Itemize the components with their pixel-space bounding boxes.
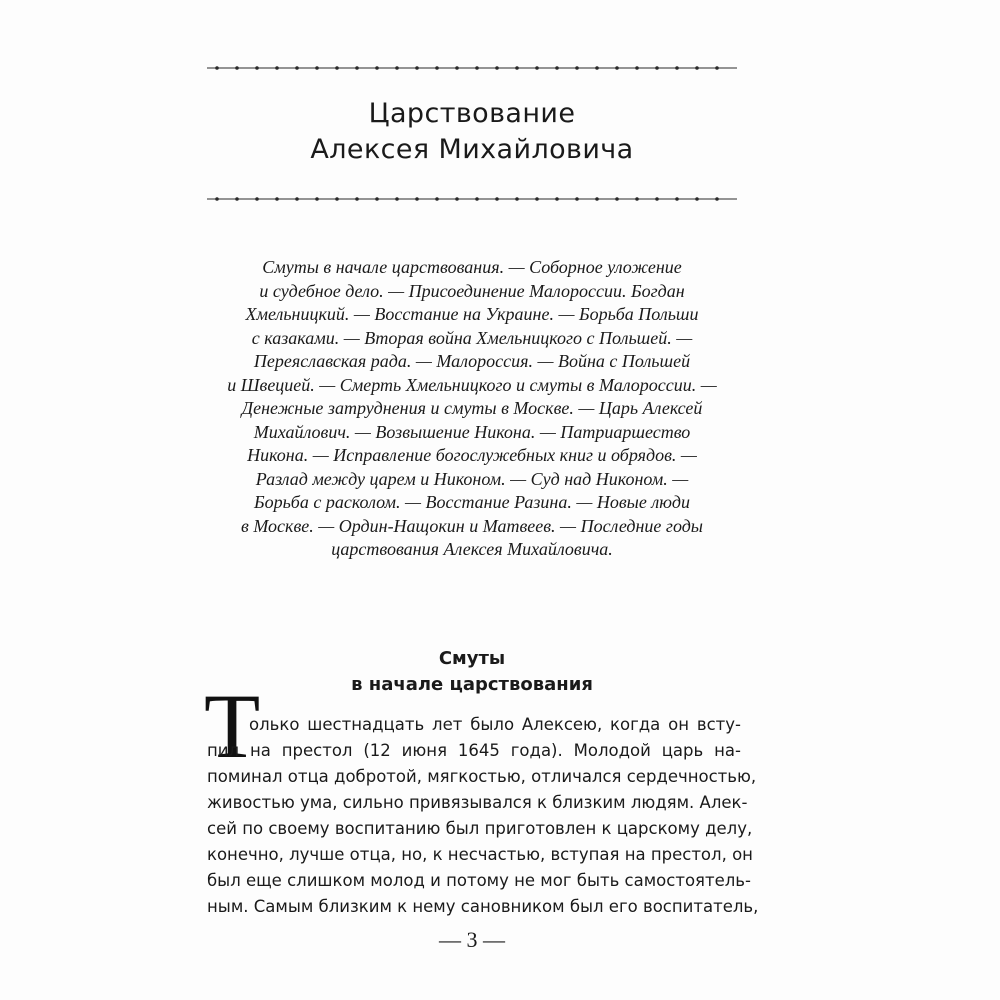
body-line: конечно, лучше отца, но, к несчастью, вступая на престол, он — [207, 845, 753, 864]
decorative-rule-top — [207, 64, 737, 72]
ornament-bead — [615, 197, 619, 201]
ornament-bead — [575, 66, 579, 70]
summary-line: Переяславская рада. — Малороссия. — Война с Польшей — [253, 351, 691, 371]
body-line: сей по своему воспитанию был приготовлен к царскому делу, — [207, 819, 753, 838]
ornament-bead — [715, 66, 719, 70]
page-number: — 3 — — [439, 927, 505, 952]
summary-line: царствования Алексея Михайловича. — [331, 539, 613, 559]
ornament-bead — [615, 66, 619, 70]
ornament-bead — [455, 197, 459, 201]
section-heading — [207, 646, 737, 698]
ornament-bead — [695, 66, 699, 70]
chapter-title-line-1: Царствование — [368, 98, 576, 129]
summary-line: Никона. — Исправление богослужебных книг и обрядов. — — [247, 445, 697, 465]
summary-line: Денежные затруднения и смуты в Москве. — Царь Алексей — [241, 398, 703, 418]
ornament-bead — [315, 197, 319, 201]
ornament-bead — [675, 66, 679, 70]
ornament-bead — [655, 197, 659, 201]
body-line: поминал отца добротой, мягкостью, отличался сердечностью, — [207, 767, 757, 786]
ornament-bead — [395, 66, 399, 70]
ornament-bead — [215, 197, 219, 201]
body-line: был еще слишком молод и потому не мог быть самостоятель- — [207, 871, 751, 890]
ornament-bead — [475, 66, 479, 70]
ornament-bead — [355, 197, 359, 201]
ornament-bead — [555, 197, 559, 201]
drop-cap: Т — [204, 675, 261, 777]
ornament-bead — [415, 66, 419, 70]
ornament-bead — [455, 66, 459, 70]
ornament-bead — [275, 197, 279, 201]
ornament-bead — [535, 66, 539, 70]
ornament-bead — [335, 66, 339, 70]
summary-line: Хмельницкий. — Восстание на Украине. — Борьба Польши — [245, 304, 699, 324]
summary-line: и Швецией. — Смерть Хмельницкого и смуты в Малороссии. — — [227, 374, 717, 395]
summary-line: Разлад между царем и Никоном. — Суд над Никоном. — — [255, 468, 689, 489]
body-line: ным. Самым близким к нему сановником был его воспитатель, — [207, 897, 759, 916]
chapter-title — [207, 96, 737, 168]
ornament-bead — [695, 197, 699, 201]
ornament-bead — [395, 197, 399, 201]
summary-line: и судебное дело. — Присоединение Малороссии. Богдан — [259, 280, 685, 301]
summary-line: с казаками. — Вторая война Хмельницкого с Польшей. — — [251, 327, 693, 348]
ornament-bead — [435, 66, 439, 70]
ornament-bead — [255, 66, 259, 70]
ornament-bead — [635, 66, 639, 70]
summary-line: Борьба с расколом. — Восстание Разина. — Новые люди — [253, 492, 691, 512]
ornament-bead — [715, 197, 719, 201]
chapter-summary — [207, 256, 737, 562]
ornament-bead — [215, 66, 219, 70]
ornament-bead — [255, 197, 259, 201]
ornament-bead — [275, 66, 279, 70]
ornament-bead — [355, 66, 359, 70]
chapter-title-line-2: Алексея Михайловича — [310, 134, 634, 165]
dotted-line-ornament-top — [207, 64, 737, 72]
ornament-bead — [655, 66, 659, 70]
ornament-bead — [295, 197, 299, 201]
ornament-bead — [595, 66, 599, 70]
ornament-bead — [595, 197, 599, 201]
body-line: живостью ума, сильно привязывался к близким людям. Алек- — [207, 793, 748, 812]
ornament-bead — [475, 197, 479, 201]
ornament-bead — [375, 197, 379, 201]
ornament-bead — [495, 197, 499, 201]
ornament-bead — [375, 66, 379, 70]
body-paragraph — [207, 712, 759, 920]
ornament-bead — [295, 66, 299, 70]
ornament-bead — [535, 197, 539, 201]
summary-line: в Москве. — Ордин-Нащокин и Матвеев. — Последние годы — [241, 515, 703, 536]
body-line: олько шестнадцать лет было Алексею, когда он всту- — [249, 715, 741, 734]
ornament-bead — [675, 197, 679, 201]
section-heading-line-2: в начале царствования — [351, 674, 593, 695]
ornament-bead — [235, 197, 239, 201]
ornament-bead — [235, 66, 239, 70]
summary-line: Смуты в начале царствования. — Соборное уложение — [262, 257, 682, 277]
ornament-bead — [435, 197, 439, 201]
ornament-bead — [515, 197, 519, 201]
ornament-bead — [415, 197, 419, 201]
ornament-bead — [575, 197, 579, 201]
section-heading-line-1: Смуты — [438, 648, 506, 669]
ornament-bead — [495, 66, 499, 70]
ornament-bead — [555, 66, 559, 70]
summary-line: Михайлович. — Возвышение Никона. — Патриаршество — [253, 421, 691, 442]
ornament-bead — [315, 66, 319, 70]
dotted-line-ornament-bottom — [207, 195, 737, 203]
ornament-bead — [515, 66, 519, 70]
ornament-bead — [635, 197, 639, 201]
ornament-bead — [335, 197, 339, 201]
body-line: пил на престол (12 июня 1645 года). Молодой царь на- — [207, 741, 741, 760]
decorative-rule-bottom — [207, 195, 737, 203]
